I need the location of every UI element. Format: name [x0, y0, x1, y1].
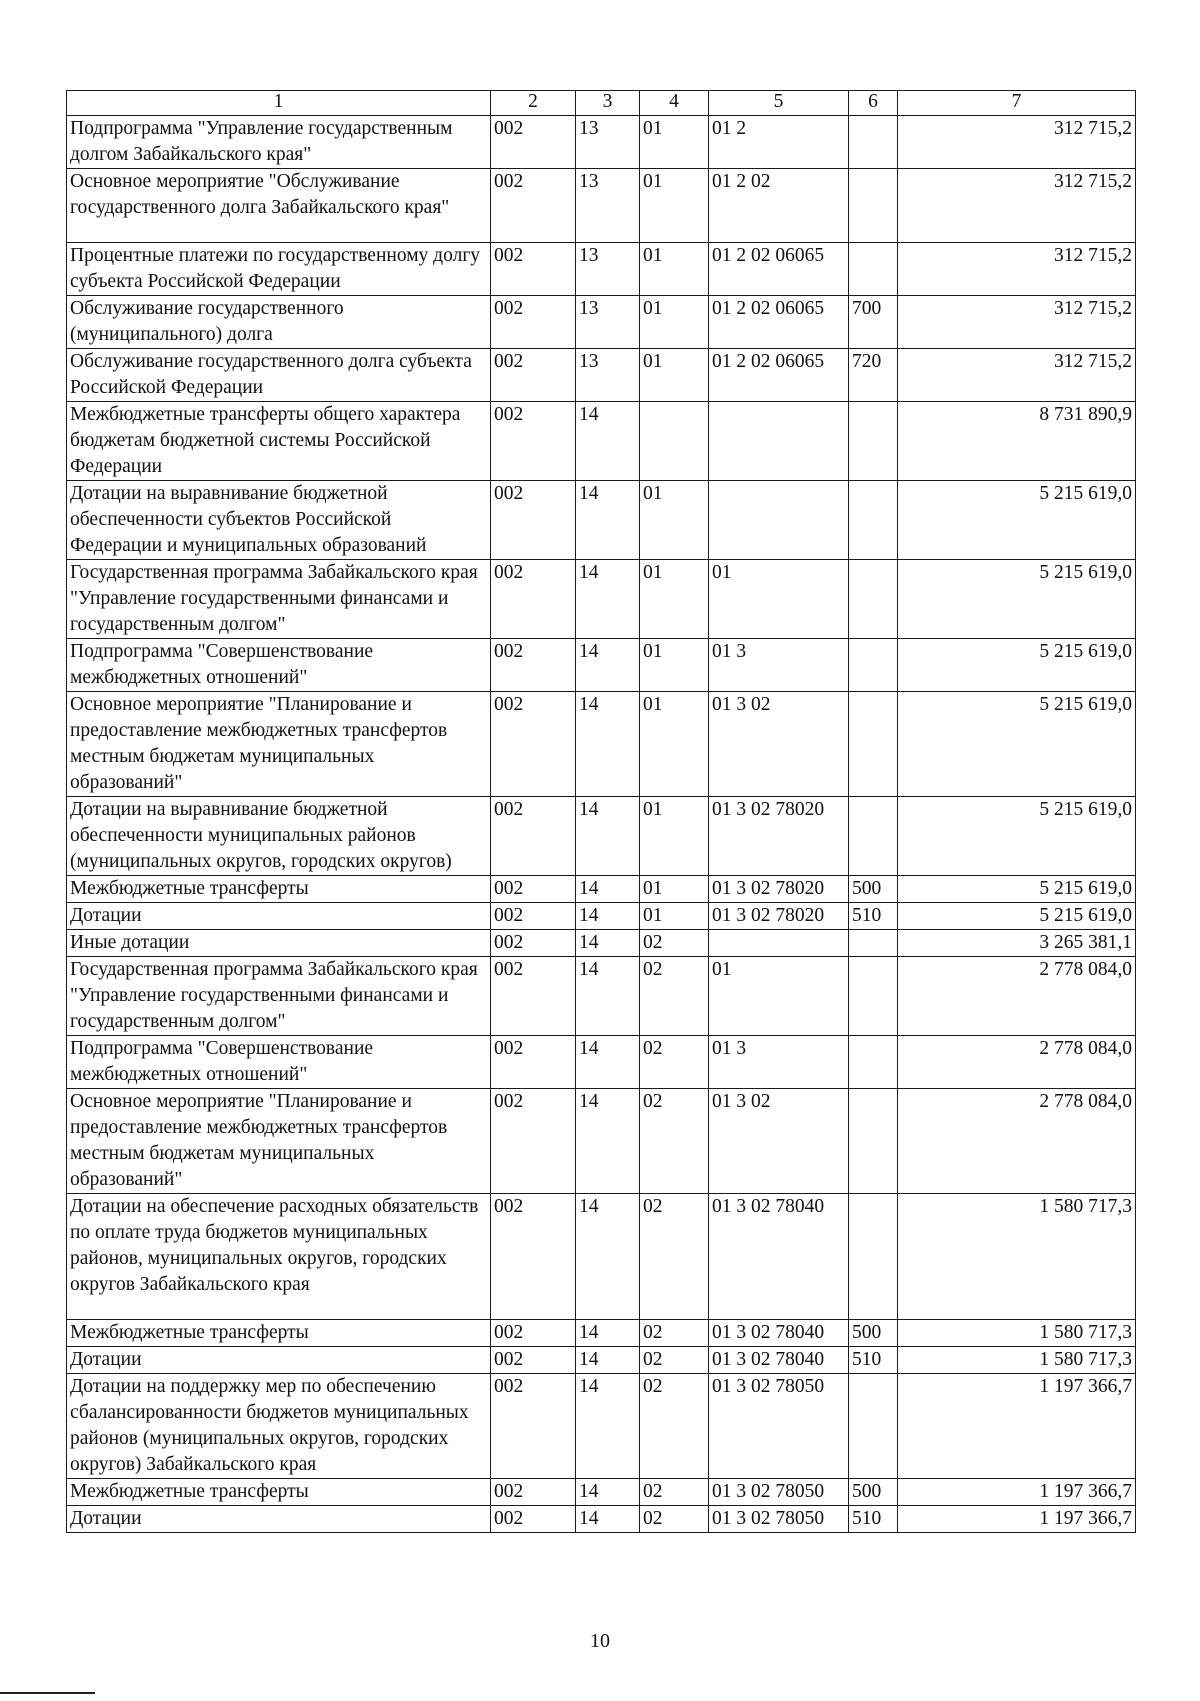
footnote-rule [0, 1692, 95, 1694]
table-row [67, 169, 1136, 243]
row-code-3: 14 [576, 957, 640, 1036]
row-name: Иные дотации [67, 930, 491, 957]
row-code-6 [849, 930, 898, 957]
table-row [67, 402, 1136, 481]
table-row [67, 1089, 1136, 1194]
row-code-4: 01 [640, 797, 709, 876]
table-row [67, 930, 1136, 957]
row-code-4: 01 [640, 296, 709, 349]
row-code-4: 02 [640, 1374, 709, 1479]
row-sum: 8 731 890,9 [898, 402, 1136, 481]
row-sum: 5 215 619,0 [898, 797, 1136, 876]
col-header: 1 [67, 91, 491, 116]
row-name: Основное мероприятие "Обслуживание государственного долга Забайкальского края" [67, 169, 491, 243]
row-code-3: 13 [576, 116, 640, 169]
row-sum: 1 197 366,7 [898, 1506, 1136, 1533]
row-code-2: 002 [491, 116, 576, 169]
row-name: Межбюджетные трансферты [67, 876, 491, 903]
table-row [67, 692, 1136, 797]
row-code-2: 002 [491, 876, 576, 903]
row-code-5 [709, 402, 849, 481]
row-code-2: 002 [491, 1089, 576, 1194]
row-code-4: 01 [640, 639, 709, 692]
row-code-2: 002 [491, 481, 576, 560]
row-code-4: 01 [640, 169, 709, 243]
row-code-3: 14 [576, 1320, 640, 1347]
row-code-2: 002 [491, 1374, 576, 1479]
budget-table [66, 90, 1136, 1533]
row-code-3: 13 [576, 243, 640, 296]
row-code-5: 01 3 02 [709, 1089, 849, 1194]
row-name: Основное мероприятие "Планирование и предоставление межбюджетных трансфертов местным бюджетам муниципальных образований" [67, 692, 491, 797]
row-name: Дотации на выравнивание бюджетной обеспеченности муниципальных районов (муниципальных округов, городских округов) [67, 797, 491, 876]
table-row [67, 116, 1136, 169]
row-sum: 312 715,2 [898, 296, 1136, 349]
row-code-5: 01 3 02 78040 [709, 1347, 849, 1374]
row-code-3: 14 [576, 481, 640, 560]
row-sum: 5 215 619,0 [898, 876, 1136, 903]
table-row [67, 243, 1136, 296]
row-name: Обслуживание государственного долга субъекта Российской Федерации [67, 349, 491, 402]
row-code-6 [849, 116, 898, 169]
row-code-6 [849, 639, 898, 692]
row-code-6 [849, 243, 898, 296]
row-code-6: 500 [849, 1479, 898, 1506]
row-code-2: 002 [491, 1194, 576, 1320]
row-sum: 1 580 717,3 [898, 1320, 1136, 1347]
row-name: Обслуживание государственного (муниципального) долга [67, 296, 491, 349]
row-code-4: 01 [640, 560, 709, 639]
table-row [67, 957, 1136, 1036]
col-header: 4 [640, 91, 709, 116]
row-code-5: 01 3 02 78020 [709, 903, 849, 930]
row-code-5: 01 3 02 [709, 692, 849, 797]
row-sum: 312 715,2 [898, 169, 1136, 243]
col-header: 5 [709, 91, 849, 116]
table-row [67, 296, 1136, 349]
row-code-5: 01 3 02 78050 [709, 1506, 849, 1533]
page-number: 10 [590, 1630, 610, 1652]
row-code-6 [849, 957, 898, 1036]
row-code-3: 14 [576, 1506, 640, 1533]
header-row [67, 91, 1136, 116]
table-row [67, 1506, 1136, 1533]
row-code-4: 02 [640, 1479, 709, 1506]
row-code-3: 14 [576, 1089, 640, 1194]
row-code-5: 01 2 02 06065 [709, 243, 849, 296]
row-code-6 [849, 797, 898, 876]
table-row [67, 639, 1136, 692]
row-code-4: 01 [640, 876, 709, 903]
row-name: Подпрограмма "Совершенствование межбюджетных отношений" [67, 639, 491, 692]
row-code-4: 02 [640, 1036, 709, 1089]
row-name: Государственная программа Забайкальского края "Управление государственными финансами и государственным долгом" [67, 560, 491, 639]
row-name: Межбюджетные трансферты общего характера бюджетам бюджетной системы Российской Федерации [67, 402, 491, 481]
row-name: Дотации на обеспечение расходных обязательств по оплате труда бюджетов муниципальных районов, муниципальных округов, городских округов Забайкальского края [67, 1194, 491, 1320]
row-code-2: 002 [491, 930, 576, 957]
row-code-5: 01 3 02 78040 [709, 1320, 849, 1347]
row-code-2: 002 [491, 639, 576, 692]
row-code-4: 01 [640, 692, 709, 797]
row-code-4 [640, 402, 709, 481]
row-code-2: 002 [491, 1347, 576, 1374]
row-code-3: 14 [576, 402, 640, 481]
row-code-5: 01 2 02 06065 [709, 349, 849, 402]
row-code-5: 01 3 02 78050 [709, 1374, 849, 1479]
row-code-3: 14 [576, 797, 640, 876]
row-code-3: 14 [576, 903, 640, 930]
row-code-3: 14 [576, 1374, 640, 1479]
row-sum: 1 197 366,7 [898, 1374, 1136, 1479]
table-row [67, 1347, 1136, 1374]
row-name: Межбюджетные трансферты [67, 1320, 491, 1347]
row-code-5: 01 3 [709, 1036, 849, 1089]
row-code-5 [709, 481, 849, 560]
table-row [67, 560, 1136, 639]
row-code-2: 002 [491, 797, 576, 876]
row-sum: 1 197 366,7 [898, 1479, 1136, 1506]
row-sum: 5 215 619,0 [898, 639, 1136, 692]
col-header: 3 [576, 91, 640, 116]
row-code-3: 14 [576, 1036, 640, 1089]
row-sum: 3 265 381,1 [898, 930, 1136, 957]
row-sum: 1 580 717,3 [898, 1194, 1136, 1320]
table-row [67, 349, 1136, 402]
row-code-3: 13 [576, 296, 640, 349]
row-name: Дотации [67, 1347, 491, 1374]
row-sum: 2 778 084,0 [898, 1036, 1136, 1089]
table-row [67, 1036, 1136, 1089]
row-code-2: 002 [491, 1036, 576, 1089]
row-code-3: 14 [576, 930, 640, 957]
table-row [67, 481, 1136, 560]
row-sum: 312 715,2 [898, 243, 1136, 296]
row-code-3: 14 [576, 1194, 640, 1320]
row-code-2: 002 [491, 349, 576, 402]
table-row [67, 1374, 1136, 1479]
row-name: Подпрограмма "Управление государственным долгом Забайкальского края" [67, 116, 491, 169]
row-code-3: 14 [576, 639, 640, 692]
table-row [67, 797, 1136, 876]
row-code-6 [849, 560, 898, 639]
row-code-4: 01 [640, 903, 709, 930]
row-code-6: 510 [849, 1506, 898, 1533]
row-sum: 5 215 619,0 [898, 903, 1136, 930]
row-code-4: 02 [640, 1506, 709, 1533]
table-row [67, 876, 1136, 903]
row-code-4: 01 [640, 116, 709, 169]
row-code-2: 002 [491, 1506, 576, 1533]
row-code-6: 500 [849, 876, 898, 903]
row-code-4: 02 [640, 1320, 709, 1347]
col-header: 2 [491, 91, 576, 116]
row-code-3: 14 [576, 876, 640, 903]
row-name: Подпрограмма "Совершенствование межбюджетных отношений" [67, 1036, 491, 1089]
row-sum: 2 778 084,0 [898, 957, 1136, 1036]
row-code-2: 002 [491, 169, 576, 243]
row-code-5: 01 2 02 [709, 169, 849, 243]
row-name: Дотации [67, 1506, 491, 1533]
table-row [67, 1479, 1136, 1506]
row-code-5: 01 3 [709, 639, 849, 692]
row-code-5: 01 3 02 78020 [709, 797, 849, 876]
row-sum: 312 715,2 [898, 116, 1136, 169]
row-name: Основное мероприятие "Планирование и предоставление межбюджетных трансфертов местным бюджетам муниципальных образований" [67, 1089, 491, 1194]
row-name: Процентные платежи по государственному долгу субъекта Российской Федерации [67, 243, 491, 296]
row-code-2: 002 [491, 296, 576, 349]
table-row [67, 1320, 1136, 1347]
row-code-3: 14 [576, 1347, 640, 1374]
row-code-4: 02 [640, 930, 709, 957]
table-row [67, 1194, 1136, 1320]
row-code-6: 720 [849, 349, 898, 402]
row-code-4: 02 [640, 1089, 709, 1194]
row-code-3: 14 [576, 1479, 640, 1506]
row-name: Межбюджетные трансферты [67, 1479, 491, 1506]
row-code-4: 02 [640, 957, 709, 1036]
row-code-6 [849, 1036, 898, 1089]
row-code-5: 01 [709, 560, 849, 639]
row-sum: 5 215 619,0 [898, 692, 1136, 797]
row-code-4: 02 [640, 1194, 709, 1320]
row-sum: 5 215 619,0 [898, 560, 1136, 639]
row-code-5: 01 2 02 06065 [709, 296, 849, 349]
row-code-6: 500 [849, 1320, 898, 1347]
row-code-6 [849, 1089, 898, 1194]
row-code-3: 14 [576, 560, 640, 639]
col-header: 7 [898, 91, 1136, 116]
row-code-3: 13 [576, 169, 640, 243]
row-code-6 [849, 481, 898, 560]
row-code-6: 700 [849, 296, 898, 349]
row-code-2: 002 [491, 957, 576, 1036]
row-name: Дотации на выравнивание бюджетной обеспеченности субъектов Российской Федерации и муниципальных образований [67, 481, 491, 560]
row-code-6 [849, 1374, 898, 1479]
row-code-6 [849, 1194, 898, 1320]
row-code-5: 01 3 02 78050 [709, 1479, 849, 1506]
row-sum: 1 580 717,3 [898, 1347, 1136, 1374]
row-sum: 2 778 084,0 [898, 1089, 1136, 1194]
table-row [67, 903, 1136, 930]
row-code-5: 01 2 [709, 116, 849, 169]
row-sum: 312 715,2 [898, 349, 1136, 402]
row-code-4: 02 [640, 1347, 709, 1374]
row-code-2: 002 [491, 560, 576, 639]
row-code-6 [849, 692, 898, 797]
row-code-6: 510 [849, 903, 898, 930]
row-code-6 [849, 402, 898, 481]
row-code-4: 01 [640, 481, 709, 560]
row-code-5 [709, 930, 849, 957]
row-code-2: 002 [491, 692, 576, 797]
row-code-6 [849, 169, 898, 243]
row-name: Дотации на поддержку мер по обеспечению сбалансированности бюджетов муниципальных районов (муниципальных округов, городских округов) Забайкальского края [67, 1374, 491, 1479]
row-code-2: 002 [491, 1320, 576, 1347]
row-code-3: 14 [576, 692, 640, 797]
col-header: 6 [849, 91, 898, 116]
row-code-4: 01 [640, 243, 709, 296]
row-name: Дотации [67, 903, 491, 930]
row-code-5: 01 [709, 957, 849, 1036]
row-code-3: 13 [576, 349, 640, 402]
row-code-2: 002 [491, 903, 576, 930]
row-code-5: 01 3 02 78040 [709, 1194, 849, 1320]
row-code-6: 510 [849, 1347, 898, 1374]
row-sum: 5 215 619,0 [898, 481, 1136, 560]
row-code-2: 002 [491, 243, 576, 296]
row-code-5: 01 3 02 78020 [709, 876, 849, 903]
row-name: Государственная программа Забайкальского края "Управление государственными финансами и государственным долгом" [67, 957, 491, 1036]
row-code-4: 01 [640, 349, 709, 402]
row-code-2: 002 [491, 402, 576, 481]
row-code-2: 002 [491, 1479, 576, 1506]
